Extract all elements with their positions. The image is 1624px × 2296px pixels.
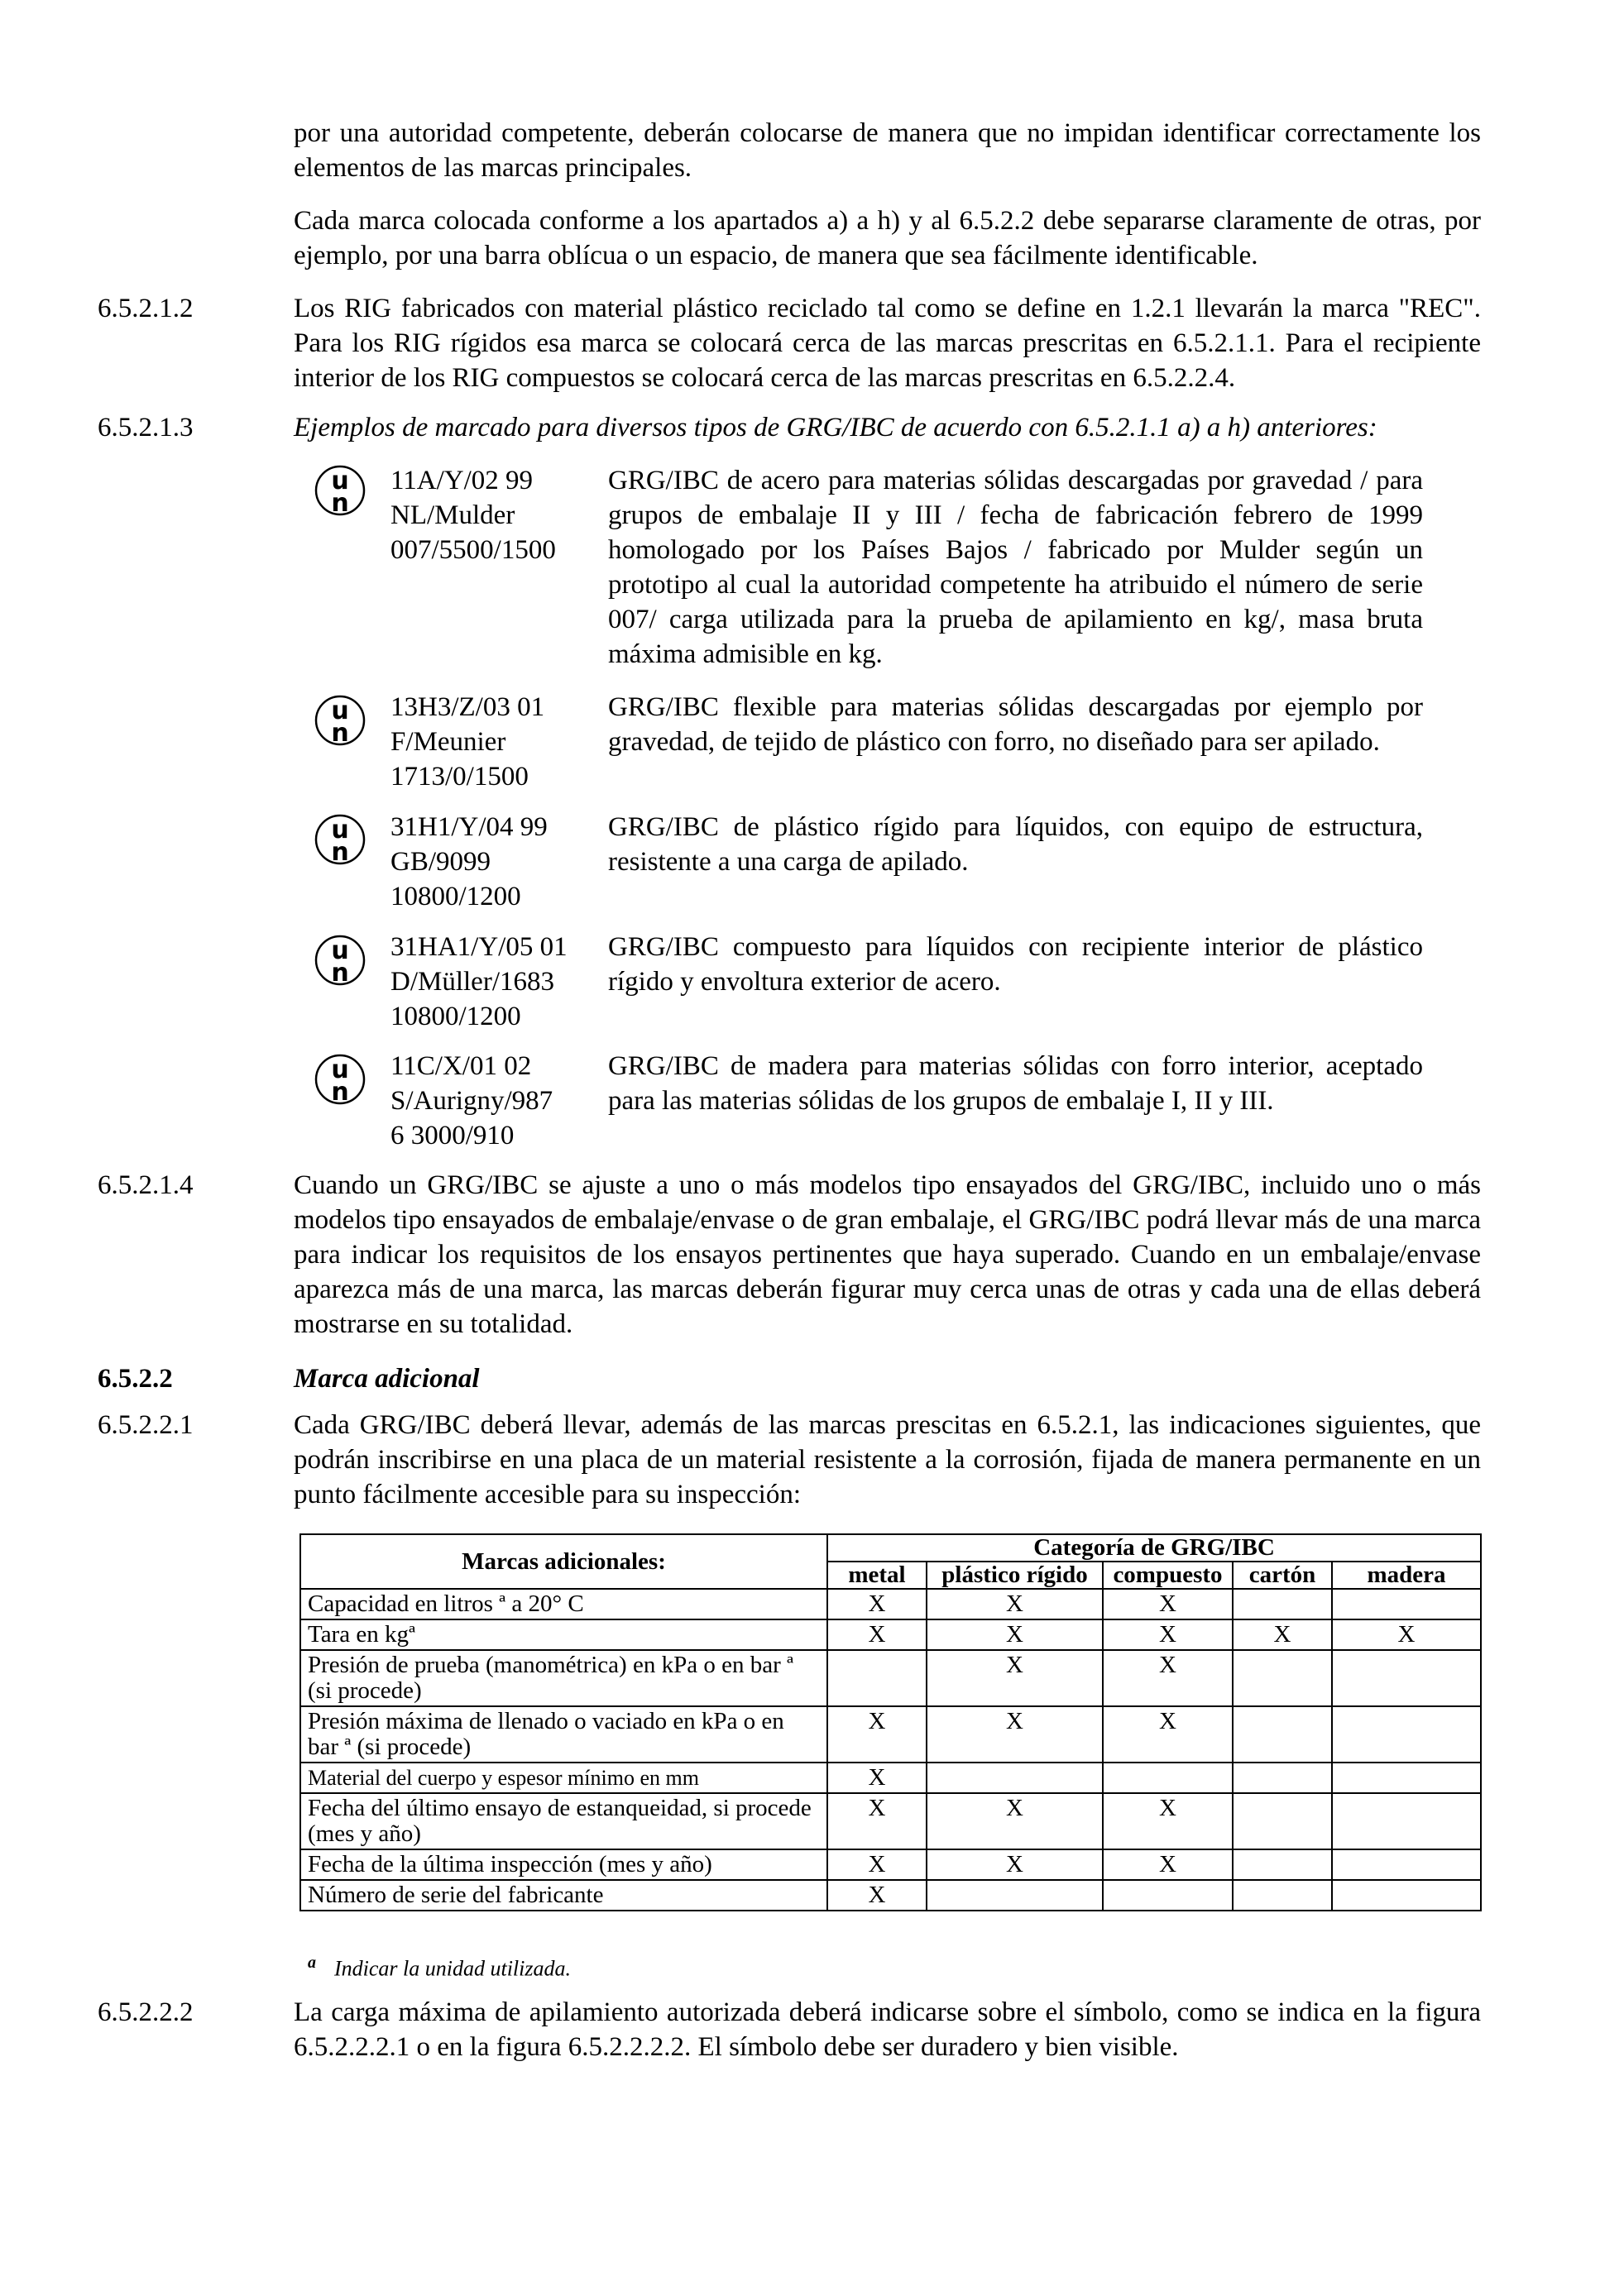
- table-cell: [1103, 1763, 1233, 1793]
- marking-code-line: 1713/0/1500: [390, 762, 529, 792]
- marking-code-line: S/Aurigny/987: [390, 1086, 553, 1116]
- marking-code-line: NL/Mulder: [390, 500, 515, 530]
- table-cell: X: [827, 1849, 927, 1880]
- marking-code: [390, 463, 597, 567]
- un-packaging-symbol-icon: [314, 935, 366, 986]
- column-header-compuesto: compuesto: [1103, 1562, 1233, 1589]
- column-header-carton: cartón: [1233, 1562, 1332, 1589]
- section-text-6-5-2-1-3: Ejemplos de marcado para diversos tipos de GRG/IBC de acuerdo con 6.5.2.1.1 a) a h) anteriores:: [294, 413, 1377, 442]
- section-number-6-5-2-2-2: 6.5.2.2.2: [98, 1997, 194, 2027]
- table-cell: X: [827, 1589, 927, 1619]
- un-symbol-n: n: [331, 959, 349, 986]
- column-header-madera: madera: [1332, 1562, 1481, 1589]
- un-packaging-symbol-icon: [314, 695, 366, 746]
- table-cell: [1233, 1589, 1332, 1619]
- row-label: Capacidad en litros ª a 20° C: [300, 1589, 827, 1619]
- table-cell: [1332, 1650, 1481, 1706]
- table-cell: X: [927, 1849, 1103, 1880]
- table-cell: [1332, 1763, 1481, 1793]
- table-cell: X: [1233, 1619, 1332, 1650]
- table-cell: [1233, 1706, 1332, 1763]
- table-cell: X: [927, 1706, 1103, 1763]
- marking-code-line: F/Meunier: [390, 727, 506, 757]
- marking-code-line: GB/9099: [390, 847, 491, 877]
- un-symbol-u: u: [331, 696, 349, 725]
- section-text-6-5-2-1-4: Cuando un GRG/IBC se ajuste a uno o más modelos tipo ensayados del GRG/IBC, incluido uno o más modelos tipo ensayados de embalaje/envase o de gran embalaje, el GRG/IBC podrá llevar más de una marca para indicar los requisitos de los ensayos pertinentes que haya superado. Cuando en un embalaje/envase aparezca más de una marca, las marcas deberán figurar muy cerca unas de otras y cada una de ellas deberá mostrarse en su totalidad.: [294, 1170, 1481, 1339]
- table-cell: [1233, 1763, 1332, 1793]
- marking-description: GRG/IBC de plástico rígido para líquidos, con equipo de estructura, resistente a una carga de apilado.: [608, 812, 1423, 877]
- table-cell: [1233, 1880, 1332, 1911]
- table-cell: X: [827, 1880, 927, 1911]
- un-packaging-symbol-icon: [314, 1054, 366, 1105]
- table-cell: [827, 1650, 927, 1706]
- table-cell: X: [1103, 1849, 1233, 1880]
- table-cell: X: [927, 1650, 1103, 1706]
- marking-code-line: 31HA1/Y/05 01: [390, 932, 568, 962]
- marking-code-line: 6 3000/910: [390, 1121, 515, 1150]
- table-cell: X: [827, 1793, 927, 1849]
- un-symbol-n: n: [331, 489, 349, 516]
- footnote-text: Indicar la unidad utilizada.: [334, 1956, 571, 1981]
- table-header-row: [300, 1534, 1481, 1562]
- table-cell: X: [1103, 1619, 1233, 1650]
- marking-code: [390, 810, 597, 914]
- table-row: [300, 1650, 1481, 1706]
- marking-code-line: 11A/Y/02 99: [390, 466, 534, 495]
- table-header-markings: Marcas adicionales:: [300, 1534, 827, 1589]
- un-symbol-u: u: [331, 936, 349, 965]
- table-cell: [927, 1763, 1103, 1793]
- section-number-6-5-2-2: 6.5.2.2: [98, 1364, 173, 1394]
- section-text-6-5-2-2-1: Cada GRG/IBC deberá llevar, además de las marcas prescitas en 6.5.2.1, las indicaciones siguientes, que podrán inscribirse en una placa de un material resistente a la corrosión, fijada de manera permanente en un punto fácilmente accesible para su inspección:: [294, 1410, 1481, 1509]
- table-cell: [1332, 1706, 1481, 1763]
- row-label: Número de serie del fabricante: [300, 1880, 827, 1911]
- table-row: [300, 1706, 1481, 1763]
- table-row: [300, 1793, 1481, 1849]
- table-cell: X: [927, 1619, 1103, 1650]
- row-label: Fecha de la última inspección (mes y año): [300, 1849, 827, 1880]
- section-number-6-5-2-2-1: 6.5.2.2.1: [98, 1410, 194, 1440]
- table-cell: [1332, 1849, 1481, 1880]
- un-packaging-symbol-icon: [314, 814, 366, 865]
- section-text-6-5-2-1-2: Los RIG fabricados con material plástico reciclado tal como se define en 1.2.1 llevarán la marca "REC". Para los RIG rígidos esa marca se colocará cerca de las marcas prescritas en 6.5.2.1.1. Para el recipiente interior de los RIG compuestos se colocará cerca de las marcas prescritas en 6.5.2.2.4.: [294, 294, 1481, 393]
- un-symbol-n: n: [331, 838, 349, 865]
- marking-code: [390, 1049, 597, 1153]
- table-header-category: Categoría de GRG/IBC: [827, 1534, 1481, 1562]
- marking-code-line: 10800/1200: [390, 882, 521, 911]
- marking-description: GRG/IBC de acero para materias sólidas descargadas por gravedad / para grupos de embalaje II y III / fecha de fabricación febrero de 1999 homologado por los Países Bajos / fabricado por Mulder según un prototipo al cual la autoridad competente ha atribuido el número de serie 007/ carga utilizada para la prueba de apilamiento en kg/, masa bruta máxima admisible en kg.: [608, 466, 1423, 669]
- table-cell: [1233, 1793, 1332, 1849]
- un-symbol-n: n: [331, 1078, 349, 1105]
- un-packaging-symbol-icon: [314, 465, 366, 516]
- row-label: Presión de prueba (manométrica) en kPa o en bar ª (si procede): [300, 1650, 827, 1706]
- table-cell: X: [827, 1706, 927, 1763]
- row-label: Fecha del último ensayo de estanqueidad, si procede (mes y año): [300, 1793, 827, 1849]
- intro-paragraph-2: Cada marca colocada conforme a los apartados a) a h) y al 6.5.2.2 debe separarse claramente de otras, por ejemplo, por una barra oblícua o un espacio, de manera que sea fácilmente identificable.: [294, 206, 1481, 270]
- table-cell: [1332, 1589, 1481, 1619]
- marking-code-line: 31H1/Y/04 99: [390, 812, 548, 842]
- footnote-mark: a: [308, 1954, 316, 1972]
- un-symbol-u: u: [331, 466, 349, 495]
- table-cell: X: [827, 1619, 927, 1650]
- intro-paragraph-1: por una autoridad competente, deberán colocarse de manera que no impidan identificar correctamente los elementos de las marcas principales.: [294, 118, 1481, 183]
- table-cell: [1233, 1849, 1332, 1880]
- table-row: [300, 1619, 1481, 1650]
- marking-code-line: 11C/X/01 02: [390, 1051, 532, 1081]
- table-cell: X: [1103, 1706, 1233, 1763]
- table-row: [300, 1849, 1481, 1880]
- row-label: Tara en kgª: [300, 1619, 827, 1650]
- marking-description: GRG/IBC de madera para materias sólidas con forro interior, aceptado para las materias sólidas de los grupos de embalaje I, II y III.: [608, 1051, 1423, 1116]
- marking-code: [390, 930, 597, 1034]
- marking-description: GRG/IBC flexible para materias sólidas descargadas por ejemplo por gravedad, de tejido de plástico con forro, no diseñado para ser apilado.: [608, 692, 1423, 757]
- column-header-metal: metal: [827, 1562, 927, 1589]
- table-row: [300, 1880, 1481, 1911]
- row-label: Material del cuerpo y espesor mínimo en mm: [300, 1763, 827, 1793]
- table-cell: X: [827, 1763, 927, 1793]
- table-row: [300, 1589, 1481, 1619]
- row-label: Presión máxima de llenado o vaciado en kPa o en bar ª (si procede): [300, 1706, 827, 1763]
- table-footnote: [308, 1950, 571, 1982]
- marking-code: [390, 690, 597, 794]
- column-header-plastico-rigido: plástico rígido: [927, 1562, 1103, 1589]
- section-heading-marca-adicional: Marca adicional: [294, 1364, 480, 1394]
- marking-description: GRG/IBC compuesto para líquidos con recipiente interior de plástico rígido y envoltura exterior de acero.: [608, 932, 1423, 997]
- marking-code-line: 10800/1200: [390, 1002, 521, 1031]
- marking-code-line: 007/5500/1500: [390, 535, 556, 565]
- table-cell: [1103, 1880, 1233, 1911]
- table-cell: [1332, 1793, 1481, 1849]
- un-symbol-u: u: [331, 1055, 349, 1084]
- table-cell: X: [1332, 1619, 1481, 1650]
- table-cell: X: [1103, 1793, 1233, 1849]
- section-number-6-5-2-1-3: 6.5.2.1.3: [98, 413, 194, 442]
- section-number-6-5-2-1-2: 6.5.2.1.2: [98, 294, 194, 323]
- table-cell: X: [927, 1589, 1103, 1619]
- table-row: [300, 1763, 1481, 1793]
- table-cell: X: [927, 1793, 1103, 1849]
- marking-code-line: 13H3/Z/03 01: [390, 692, 545, 722]
- table-cell: [927, 1880, 1103, 1911]
- table-cell: X: [1103, 1650, 1233, 1706]
- un-symbol-n: n: [331, 719, 349, 746]
- table-cell: X: [1103, 1589, 1233, 1619]
- section-number-6-5-2-1-4: 6.5.2.1.4: [98, 1170, 194, 1200]
- additional-markings-table: [299, 1533, 1482, 1911]
- section-text-6-5-2-2-2: La carga máxima de apilamiento autorizada deberá indicarse sobre el símbolo, como se indica en la figura 6.5.2.2.2.1 o en la figura 6.5.2.2.2.2. El símbolo debe ser duradero y bien visible.: [294, 1997, 1481, 2062]
- marking-code-line: D/Müller/1683: [390, 967, 554, 997]
- un-symbol-u: u: [331, 816, 349, 844]
- table-cell: [1332, 1880, 1481, 1911]
- table-cell: [1233, 1650, 1332, 1706]
